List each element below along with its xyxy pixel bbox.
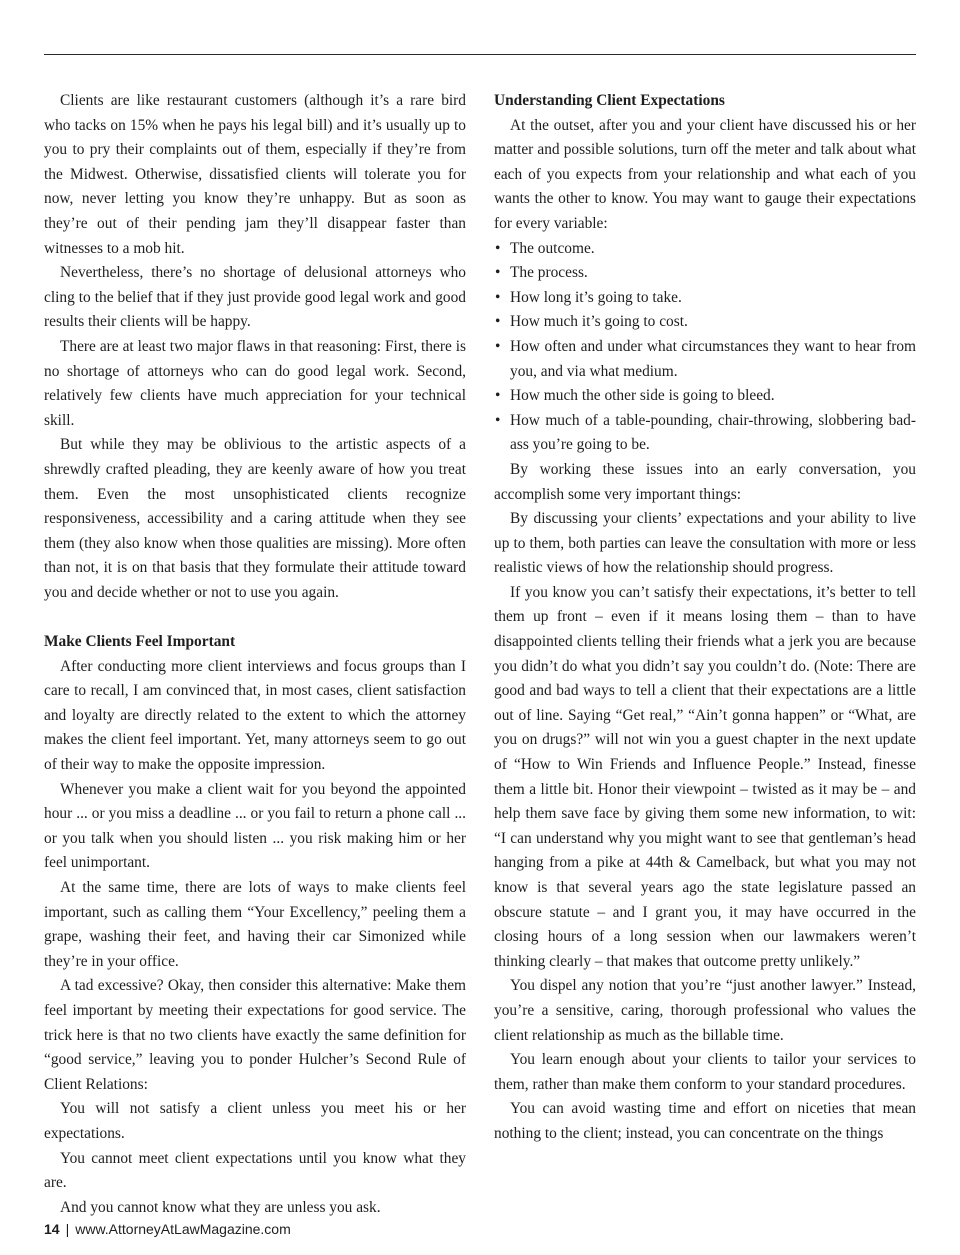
- body-paragraph: You dispel any notion that you’re “just another lawyer.” Instead, you’re a sensitive, caring, thorough professional who values the client relationship as much as the billable time.: [494, 977, 916, 1044]
- body-paragraph: And you cannot know what they are unless you ask.: [60, 1198, 381, 1216]
- magazine-url-link[interactable]: www.AttorneyAtLawMagazine.com: [75, 1221, 291, 1237]
- body-paragraph: Clients are like restaurant customers (although it’s a rare bird who tacks on 15% when he pays his legal bill) and it’s usually up to you to pry their complaints out of them, especially if they’re from the Midwest. Otherwise, dissatisfied clients will tolerate you for now, never letting you know they’re unhappy. But as soon as they’re out of their pending jam they’ll disappear faster than witnesses to a mob hit.: [44, 92, 466, 257]
- body-paragraph: You learn enough about your clients to tailor your services to them, rather than make them conform to your standard procedures.: [494, 1051, 916, 1093]
- list-item: • How much it’s going to cost.: [494, 310, 916, 335]
- body-paragraph: You will not satisfy a client unless you meet his or her expectations.: [44, 1100, 466, 1142]
- expectations-list: [494, 237, 916, 458]
- page-footer: [44, 1219, 291, 1239]
- list-item: • How much the other side is going to bleed.: [494, 384, 916, 409]
- page-number: 14: [44, 1221, 60, 1237]
- body-paragraph: There are at least two major flaws in that reasoning: First, there is no shortage of attorneys who can do good legal work. Second, relatively few clients have much appreciation for your technical skill.: [44, 337, 466, 429]
- body-paragraph: If you know you can’t satisfy their expectations, it’s better to tell them up front – even if it means losing them – than to have disappointed clients telling their friends what a jerk you are because you didn’t do what you didn’t say you couldn’t do. (Note: There are good and bad ways to tell a client that their expectations are a little out of line. Saying “Get real,” “Ain’t gonna happen” or “What, are you on drugs?” will not win you a guest chapter in the next update of “How to Win Friends and Influence People.” Instead, finesse them a little bit. Honor their viewpoint – twisted as it may be – and help them save face by giving them some new information, to wit: “I can understand why you might want to see that gentleman’s head hanging from a pike at 44th & Camelback, but what you may not know is that several years ago the state legislature passed an obscure statute – and I grant you, it may have occurred in the closing hours of a long session when our lawmakers weren’t thinking clearly – that makes that outcome pretty unlikely.”: [494, 583, 916, 970]
- body-paragraph: At the same time, there are lots of ways to make clients feel important, such as calling them “Your Excellency,” peeling them a grape, washing their feet, and having their car Simonized while they’re in your office.: [44, 879, 466, 970]
- body-paragraph: You cannot meet client expectations until you know what they are.: [44, 1149, 466, 1192]
- body-paragraph: After conducting more client interviews and focus groups than I care to recall, I am convinced that, in most cases, client satisfaction and loyalty are directly related to the extent to which the attorney makes the client feel important. Yet, many attorneys seem to go out of their way to make the opposite impression.: [44, 657, 466, 774]
- right-column: [494, 89, 916, 1147]
- list-item: • How long it’s going to take.: [494, 286, 916, 311]
- footer-separator: |: [65, 1221, 70, 1237]
- left-column: [44, 89, 466, 1220]
- body-paragraph: You can avoid wasting time and effort on niceties that mean nothing to the client; instead, you can concentrate on the things: [494, 1100, 916, 1142]
- list-item: • The process.: [494, 261, 916, 286]
- body-paragraph: By discussing your clients’ expectations and your ability to live up to them, both parties can leave the consultation with more or less realistic views of how the relationship should progress.: [494, 510, 916, 577]
- section-heading-understanding-client-expectations: Understanding Client Expectations: [494, 92, 725, 109]
- body-paragraph: But while they may be oblivious to the artistic aspects of a shrewdly crafted pleading, they are keenly aware of how you treat them. Even the most unsophisticated clients recognize responsiveness, accessibility and a caring attitude when they see them (they also know when those qualities are missing). More often than not, it is on that basis that they formulate their attitude toward you and decide whether or not to use you again.: [44, 436, 466, 601]
- body-paragraph: At the outset, after you and your client have discussed his or her matter and possible solutions, turn off the meter and talk about what each of you expects from your relationship and what each of you wants the other to know. You may want to gauge their expectations for every variable:: [494, 116, 916, 232]
- list-item: • How much of a table-pounding, chair-throwing, slobbering bad-ass you’re going to be.: [494, 409, 916, 458]
- body-paragraph: By working these issues into an early conversation, you accomplish some very important things:: [494, 460, 916, 503]
- section-heading-make-clients-feel-important: Make Clients Feel Important: [44, 633, 236, 651]
- body-paragraph: Whenever you make a client wait for you beyond the appointed hour ... or you miss a deadline ... or you fail to return a phone call ... or you talk when you should listen ... you risk making him or her feel unimportant.: [44, 780, 466, 872]
- list-item: • The outcome.: [494, 237, 916, 262]
- list-item: • How often and under what circumstances they want to hear from you, and via what medium.: [494, 335, 916, 384]
- body-paragraph: A tad excessive? Okay, then consider this alternative: Make them feel important by meeting their expectations for good service. The trick here is that no two clients have exactly the same definition for “good service,” leaving you to ponder Hulcher’s Second Rule of Client Relations:: [44, 977, 466, 1093]
- body-paragraph: Nevertheless, there’s no shortage of delusional attorneys who cling to the belief that if they just provide good legal work and good results their clients will be happy.: [44, 264, 466, 331]
- header-rule: [44, 54, 916, 55]
